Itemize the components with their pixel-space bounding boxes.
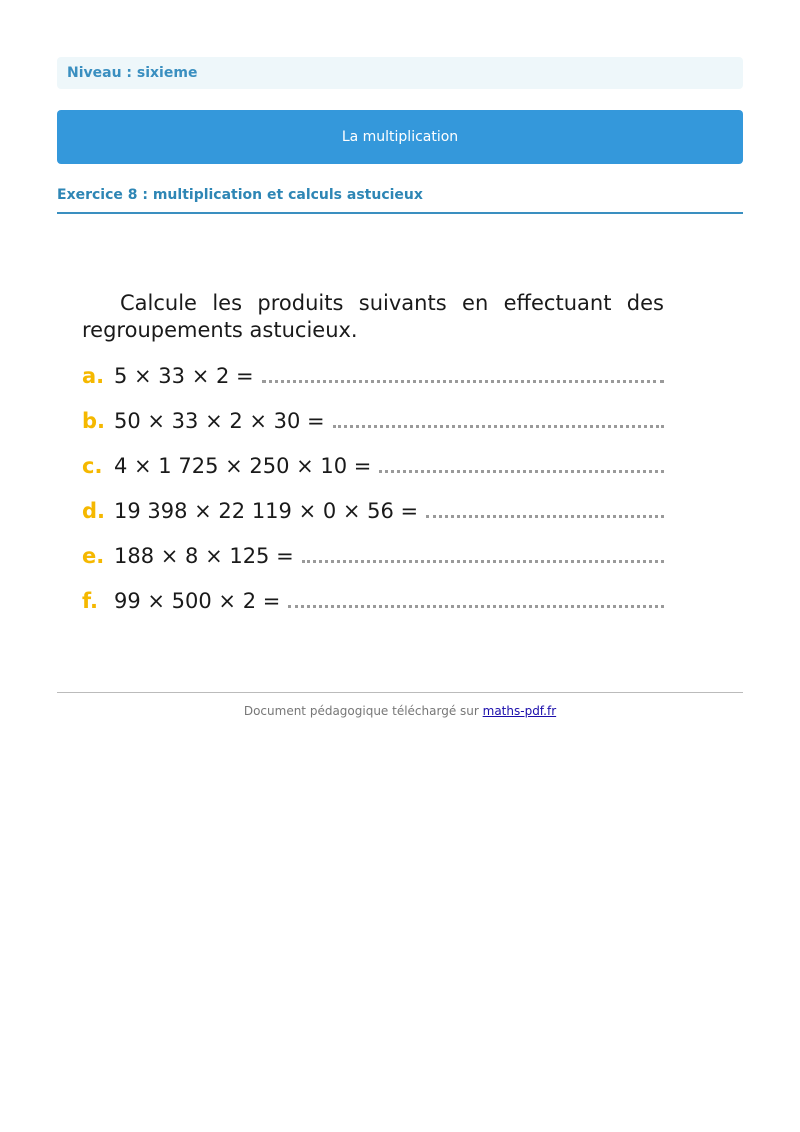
exercise-heading: Exercice 8 : multiplication et calculs astucieux — [57, 183, 743, 214]
exercise-item-d — [82, 489, 664, 534]
item-letter: d. — [82, 499, 106, 523]
exercise-item-f — [82, 579, 664, 624]
answer-dotted-line — [379, 470, 664, 473]
answer-dotted-line — [302, 560, 664, 563]
item-letter: a. — [82, 364, 105, 388]
item-expression: 19 398 × 22 119 × 0 × 56 = — [114, 499, 419, 523]
level-label: Niveau : sixieme — [57, 57, 743, 89]
answer-dotted-line — [288, 605, 664, 608]
answer-dotted-line — [262, 380, 664, 383]
item-letter: f. — [82, 589, 98, 613]
item-expression: 5 × 33 × 2 = — [114, 364, 254, 388]
exercise-item-c — [82, 444, 664, 489]
item-letter: c. — [82, 454, 103, 478]
item-letter: b. — [82, 409, 106, 433]
exercise-instruction: Calcule les produits suivants en effectuant des regroupements astucieux. — [82, 291, 664, 342]
footer-divider — [57, 692, 743, 693]
item-letter: e. — [82, 544, 105, 568]
title-banner: La multiplication — [57, 110, 743, 164]
footer — [57, 704, 743, 718]
item-expression: 50 × 33 × 2 × 30 = — [114, 409, 325, 433]
item-expression: 188 × 8 × 125 = — [114, 544, 294, 568]
exercise-content — [82, 290, 664, 624]
exercise-item-e — [82, 534, 664, 579]
exercise-item-a — [82, 354, 664, 399]
footer-text: Document pédagogique téléchargé sur — [243, 704, 483, 718]
item-expression: 4 × 1 725 × 250 × 10 = — [114, 454, 372, 478]
footer-link[interactable]: maths-pdf.fr — [482, 704, 557, 718]
exercise-item-b — [82, 399, 664, 444]
item-expression: 99 × 500 × 2 = — [114, 589, 281, 613]
answer-dotted-line — [426, 515, 664, 518]
answer-dotted-line — [333, 425, 664, 428]
